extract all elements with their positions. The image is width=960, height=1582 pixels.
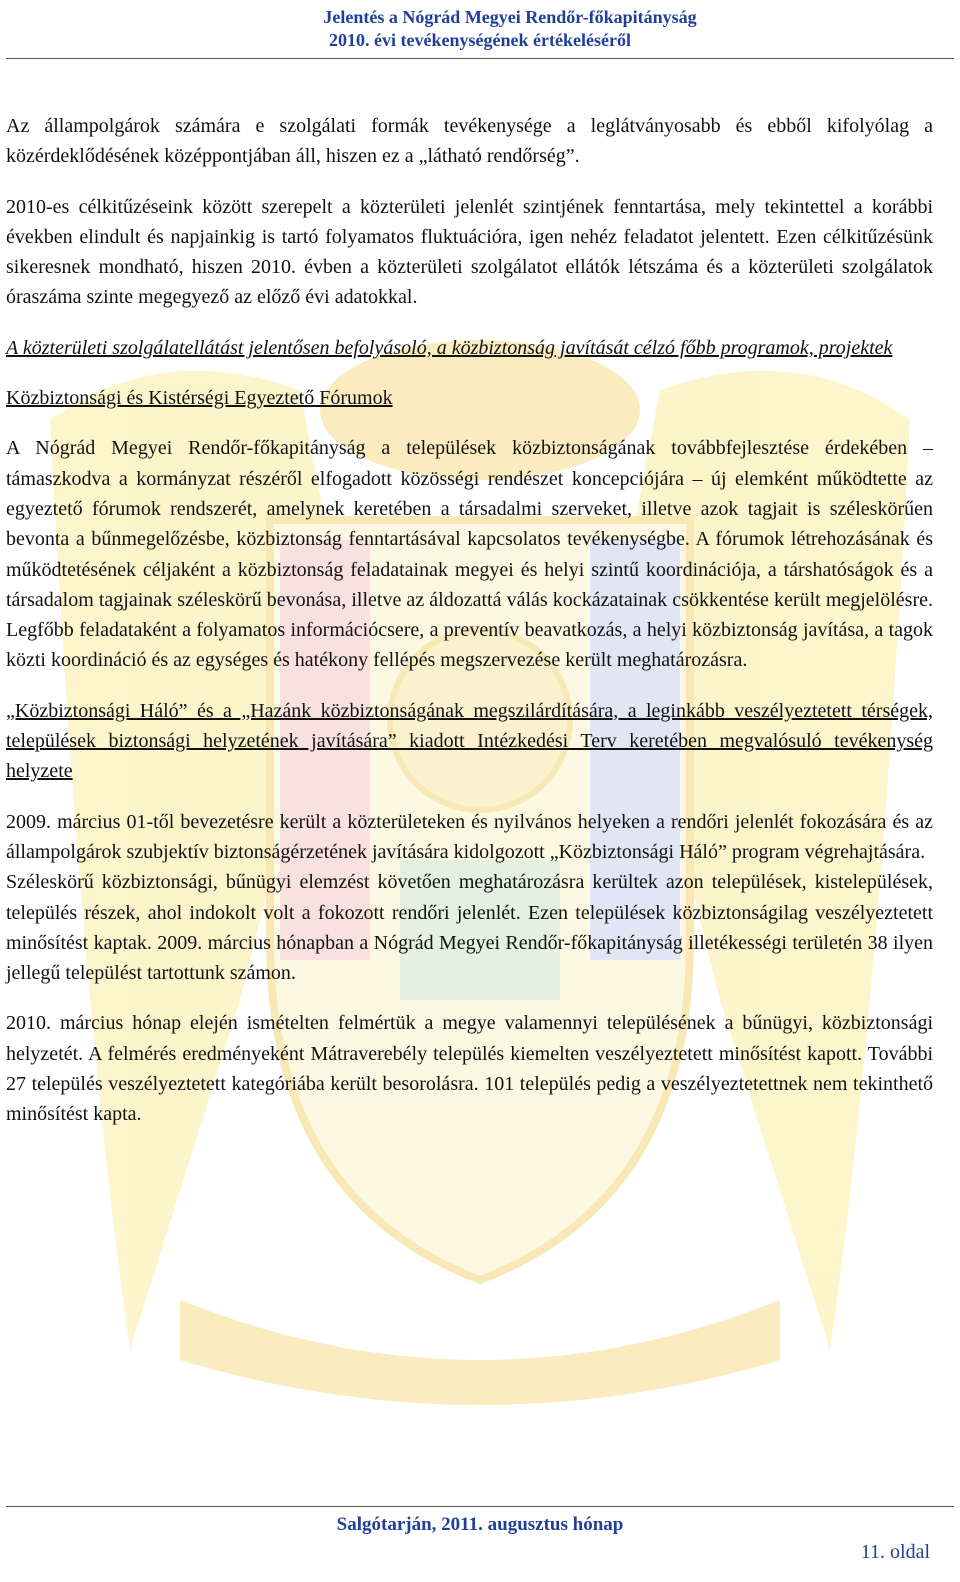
paragraph-2009-march: 2009. március 01-től bevezetésre került a közterületeken és nyilvános helyeken a rendőri jelenlét fokozására és az állampolgárok szubjektív biztonságérzetének javítására kidolgozott „Közbiztonsági Háló” program végrehajtására. xyxy=(6,810,933,863)
footer-place-date: Salgótarján, 2011. augusztus hónap xyxy=(336,1514,624,1535)
section-heading-forums: Közbiztonsági és Kistérségi Egyeztető Fórumok xyxy=(6,387,393,410)
paragraph-2010-march: 2010. március hónap elején ismételten felmértük a megye valamennyi településének a bűnügyi, közbiztonsági helyzetét. A felmérés eredményeként Mátraverebély település kiemelten veszélyeztetett minősítést kapott. További 27 település veszélyeztetett kategóriába került besorolásra. 101 település pedig a veszélyeztetettnek nem tekinthető minősítést kapta. xyxy=(6,1012,933,1126)
footer-divider xyxy=(6,1506,954,1507)
paragraph-forums: A Nógrád Megyei Rendőr-főkapitányság a települések közbiztonságának továbbfejlesztése érdekében – támaszkodva a kormányzat részéről elfogadott közösségi rendészet koncepciójára – új elemként működtette az egyeztető fórumok rendszerét, amelynek keretében a társadalmi szerveket, illetve azok tagjait is széleskörűen bevonta a bűnmegelőzésbe, közbiztonság fenntartásával kapcsolatos tevékenységbe. A fórumok létrehozásának és működtetésének céljaként a közbiztonság feladatainak megyei és helyi szintű koordinációja, a társhatóságok és a társadalom tagjainak széleskörű bevonása, illetve az áldozattá válás kockázatainak csökkentése került megjelölésre. Legfőbb feladataként a folyamatos információcsere, a preventív beavatkozás, a helyi közbiztonság javítása, a tagok közti koordináció és az egységes és hatékony fellépés megszervezése került meghatározásra. xyxy=(6,437,933,672)
header-title-line2: 2010. évi tevékenységének értékeléséről xyxy=(329,30,631,50)
page-header xyxy=(0,6,960,52)
paragraph-2010-goals: 2010-es célkitűzéseink között szerepelt a közterületi jelenlét szintjének fenntartása, mely tekintettel a korábbi években elindult és napjainkig is tartó folyamatos fluktuációra, igen nehéz feladatot jelentett. Ezen célkitűzésünk sikeresnek mondható, hiszen 2010. évben a közterületi szolgálatot ellátók létszáma és a közterületi szolgálatok óraszáma szinte megegyező az előző évi adatokkal. xyxy=(6,195,933,309)
paragraph-visible-police: Az állampolgárok számára e szolgálati formák tevékenysége a leglátványosabb és ebből kifolyólag a közérdeklődésének középpontjában áll, hiszen ez a „látható rendőrség”. xyxy=(6,115,933,168)
watermark-ribbon xyxy=(180,1300,780,1405)
document-body xyxy=(6,111,933,1150)
header-title-line1: Jelentés a Nógrád Megyei Rendőr-főkapitányság xyxy=(323,7,697,27)
page-number: 11. oldal xyxy=(860,1541,930,1563)
header-divider xyxy=(6,58,954,59)
section-heading-programs: A közterületi szolgálatellátást jelentősen befolyásoló, a közbiztonság javítását célzó főbb programok, projektek xyxy=(6,336,893,359)
paragraph-analysis: Széleskörű közbiztonsági, bűnügyi elemzést követően meghatározásra kerültek azon települések, kistelepülések, település részek, ahol indokolt volt a fokozott rendőri jelenlét. Ezen települések közbiztonságilag veszélyeztetett minősítést kaptak. 2009. március hónapban a Nógrád Megyei Rendőr-főkapitányság illetékességi területén 38 ilyen jellegű települést tartottunk számon. xyxy=(6,871,933,985)
section-heading-safety-net: „Közbiztonsági Háló” és a „Hazánk közbiztonságának megszilárdítására, a leginkább veszélyeztetett térségek, települések biztonsági helyzetének javítására” kiadott Intézkedési Terv keretében megvalósuló tevékenység helyzete xyxy=(6,699,933,783)
